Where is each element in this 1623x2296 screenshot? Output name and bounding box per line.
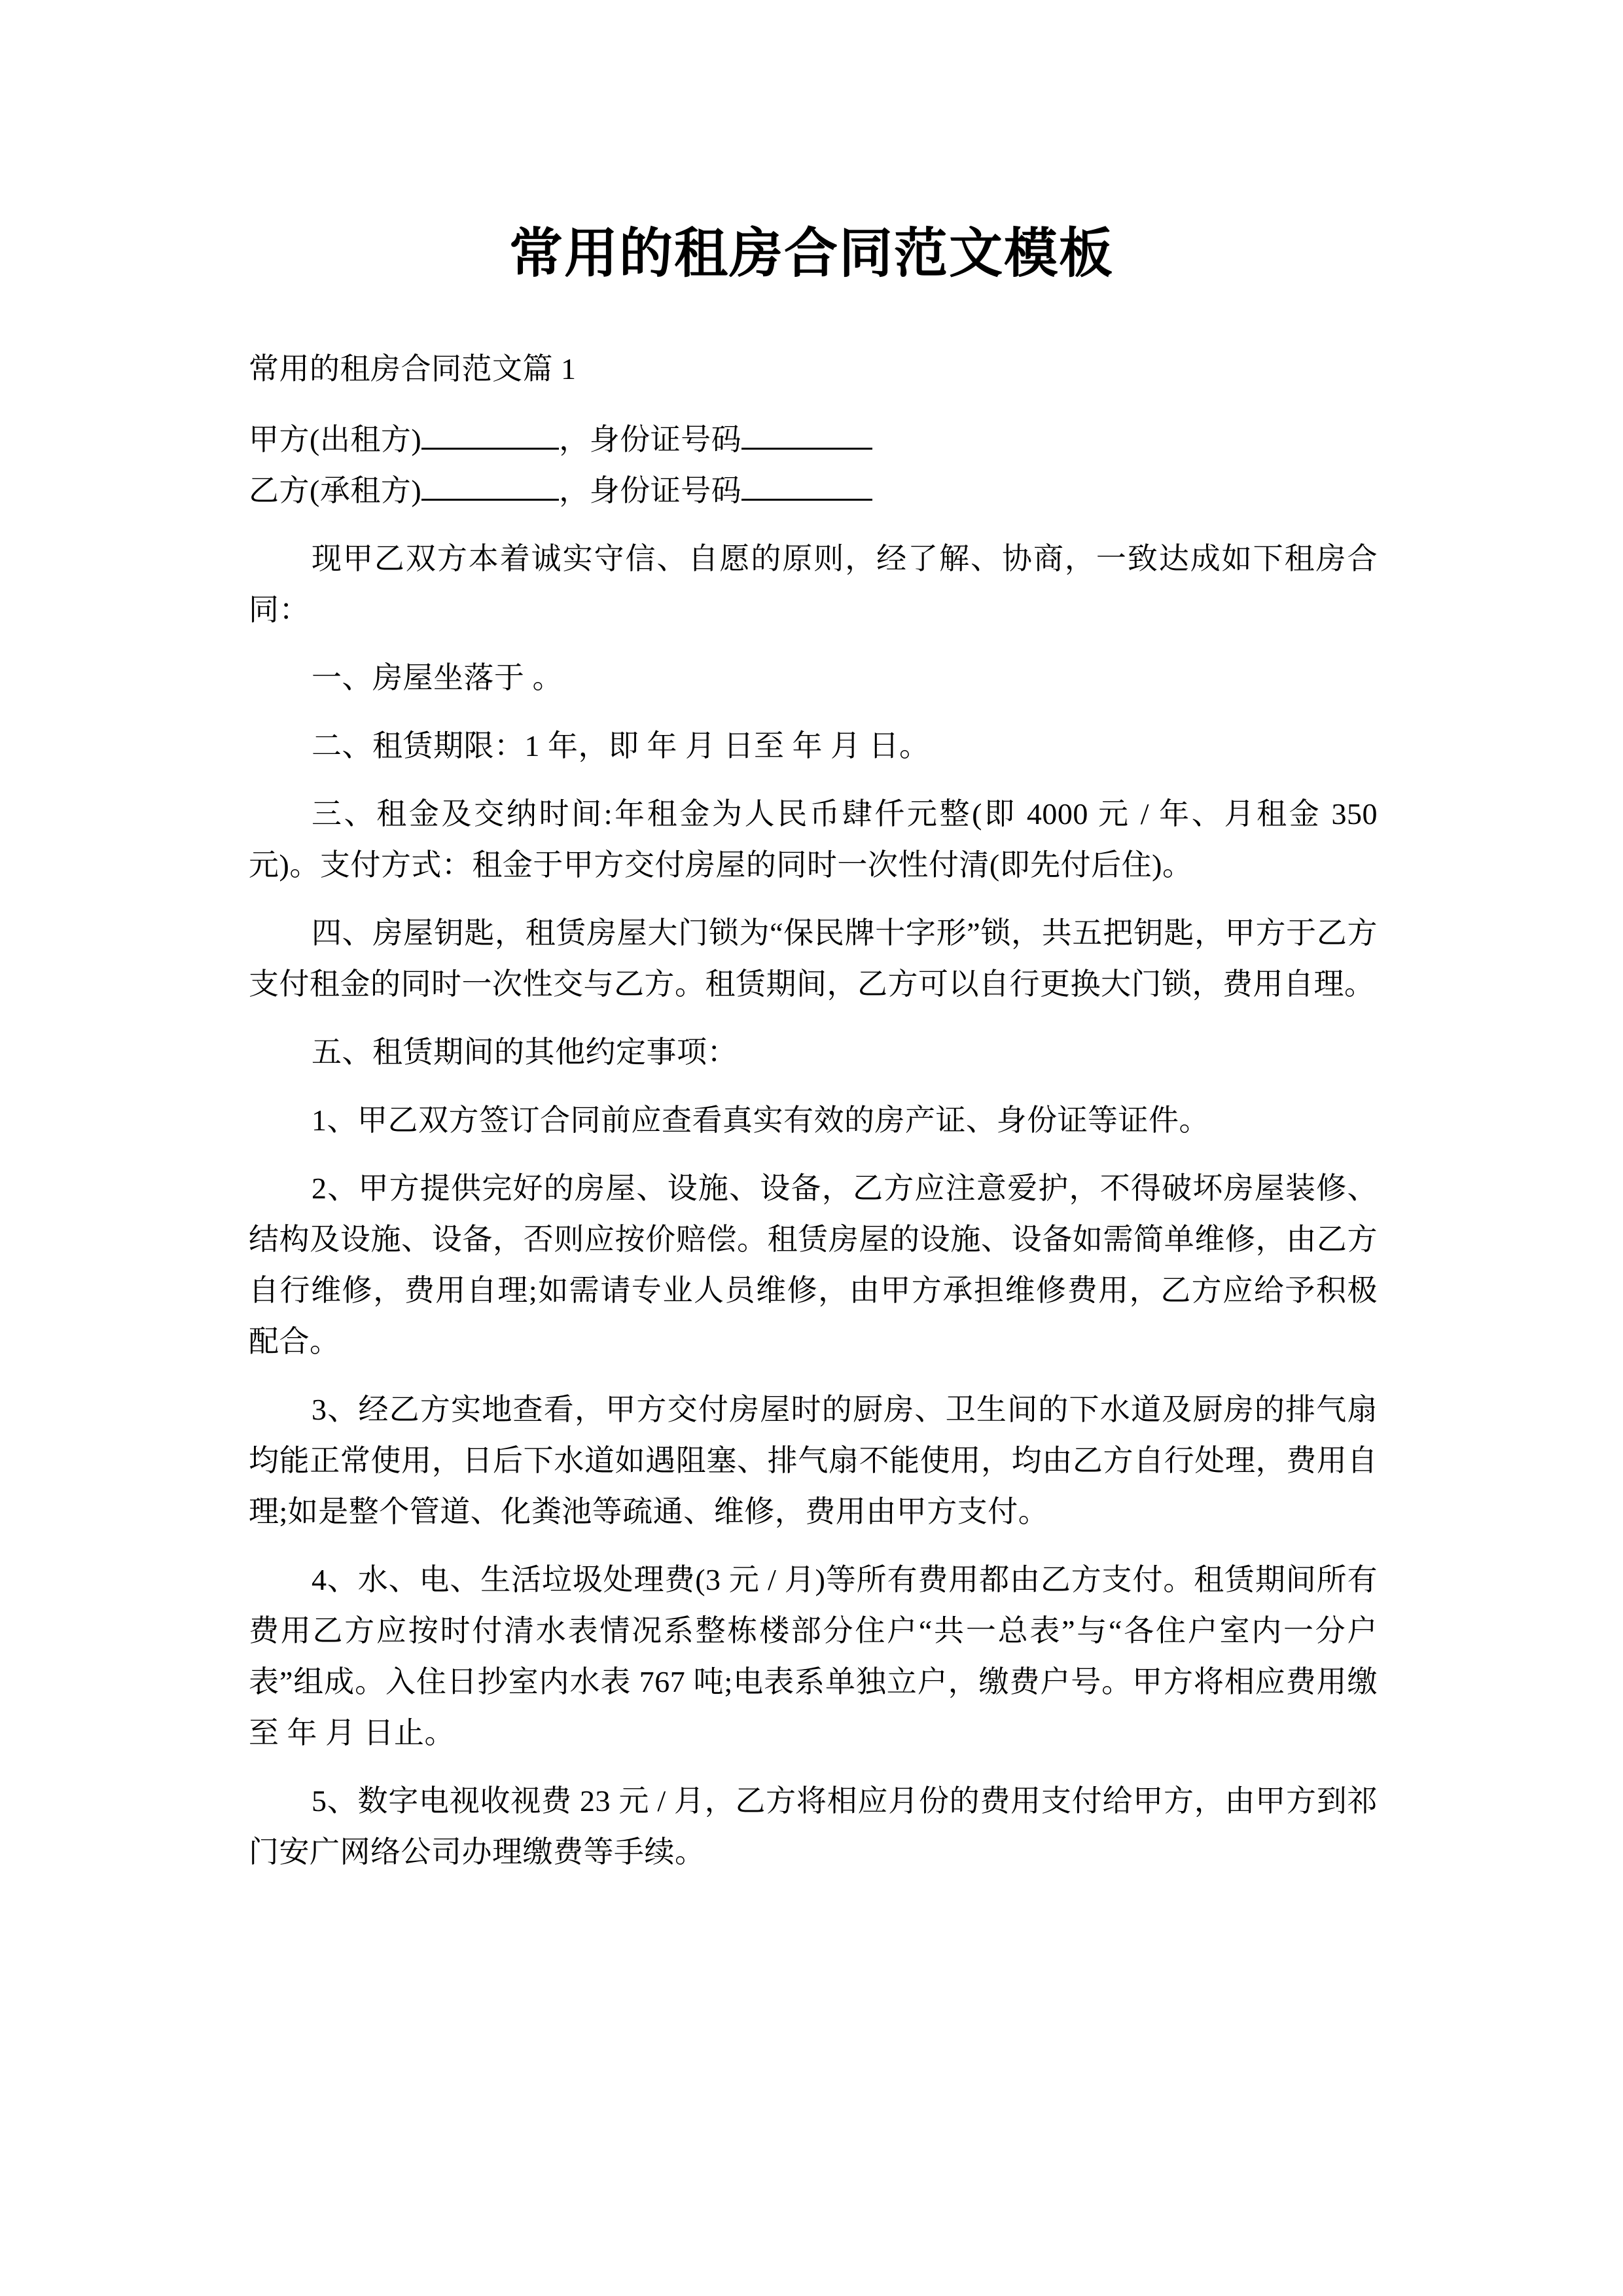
spacer bbox=[249, 1537, 1378, 1554]
page-title: 常用的租房合同范文模板 bbox=[508, 223, 1114, 283]
landlord-id-blank[interactable] bbox=[741, 448, 872, 450]
landlord-id-label: ，身份证号码 bbox=[559, 423, 742, 456]
spacer bbox=[249, 891, 1378, 908]
spacer bbox=[249, 1146, 1378, 1163]
tenant-name-blank[interactable] bbox=[421, 499, 559, 501]
document-body bbox=[249, 344, 1378, 1878]
spacer bbox=[249, 772, 1378, 789]
sub-item-1: 1、甲乙双方签订合同前应查看真实有效的房产证、身份证等证件。 bbox=[312, 1103, 1209, 1137]
spacer bbox=[249, 395, 1378, 414]
tenant-id-blank[interactable] bbox=[741, 499, 872, 501]
landlord-name-blank[interactable] bbox=[421, 448, 559, 450]
tenant-id-label: ，身份证号码 bbox=[559, 474, 742, 507]
clause-5: 五、租赁期间的其他约定事项： bbox=[312, 1035, 738, 1069]
sub-item-4: 4、水、电、生活垃圾处理费(3 元 / 月)等所有费用都由乙方支付。租赁期间所有费用乙方应按时付清水表情况系整栋楼部分住户“共一总表”与“各住户室内一分户表”组成。入住日抄室内水表 767 吨;电表系单独立户，缴费户号。甲方将相应费用缴至 年 月 日止。 bbox=[249, 1563, 1378, 1749]
section-subheading: 常用的租房合同范文篇 1 bbox=[249, 352, 577, 386]
spacer bbox=[249, 516, 1378, 533]
landlord-party-line bbox=[249, 414, 1378, 465]
sub-item-5: 5、数字电视收视费 23 元 / 月，乙方将相应月份的费用支付给甲方，由甲方到祁门安广网络公司办理缴费等手续。 bbox=[249, 1784, 1378, 1869]
spacer bbox=[249, 1367, 1378, 1384]
spacer bbox=[249, 1010, 1378, 1027]
clause-2: 二、租赁期限：1 年，即 年 月 日至 年 月 日。 bbox=[312, 729, 930, 762]
tenant-party-line bbox=[249, 465, 1378, 516]
sub-item-2: 2、甲方提供完好的房屋、设施、设备，乙方应注意爱护，不得破坏房屋装修、结构及设施、设备，否则应按价赔偿。租赁房屋的设施、设备如需简单维修，由乙方自行维修，费用自理;如需请专业人员维修，由甲方承担维修费用，乙方应给予积极配合。 bbox=[249, 1172, 1378, 1358]
preamble-paragraph: 现甲乙双方本着诚实守信、自愿的原则，经了解、协商，一致达成如下租房合同： bbox=[249, 542, 1378, 626]
tenant-label: 乙方(承租方) bbox=[249, 474, 422, 507]
spacer bbox=[249, 1759, 1378, 1776]
spacer bbox=[249, 636, 1378, 653]
clause-4: 四、房屋钥匙，租赁房屋大门锁为“保民牌十字形”锁，共五把钥匙，甲方于乙方支付租金的同时一次性交与乙方。租赁期间，乙方可以自行更换大门锁，费用自理。 bbox=[249, 916, 1378, 1001]
spacer bbox=[249, 1078, 1378, 1095]
spacer bbox=[249, 704, 1378, 721]
sub-item-3: 3、经乙方实地查看，甲方交付房屋时的厨房、卫生间的下水道及厨房的排气扇均能正常使用，日后下水道如遇阻塞、排气扇不能使用，均由乙方自行处理，费用自理;如是整个管道、化粪池等疏通、维修，费用由甲方支付。 bbox=[249, 1393, 1378, 1528]
landlord-label: 甲方(出租方) bbox=[249, 423, 422, 456]
clause-3: 三、租金及交纳时间:年租金为人民币肆仟元整(即 4000 元 / 年、月租金 350 元)。支付方式：租金于甲方交付房屋的同时一次性付清(即先付后住)。 bbox=[249, 797, 1378, 882]
clause-1: 一、房屋坐落于 。 bbox=[312, 661, 563, 694]
